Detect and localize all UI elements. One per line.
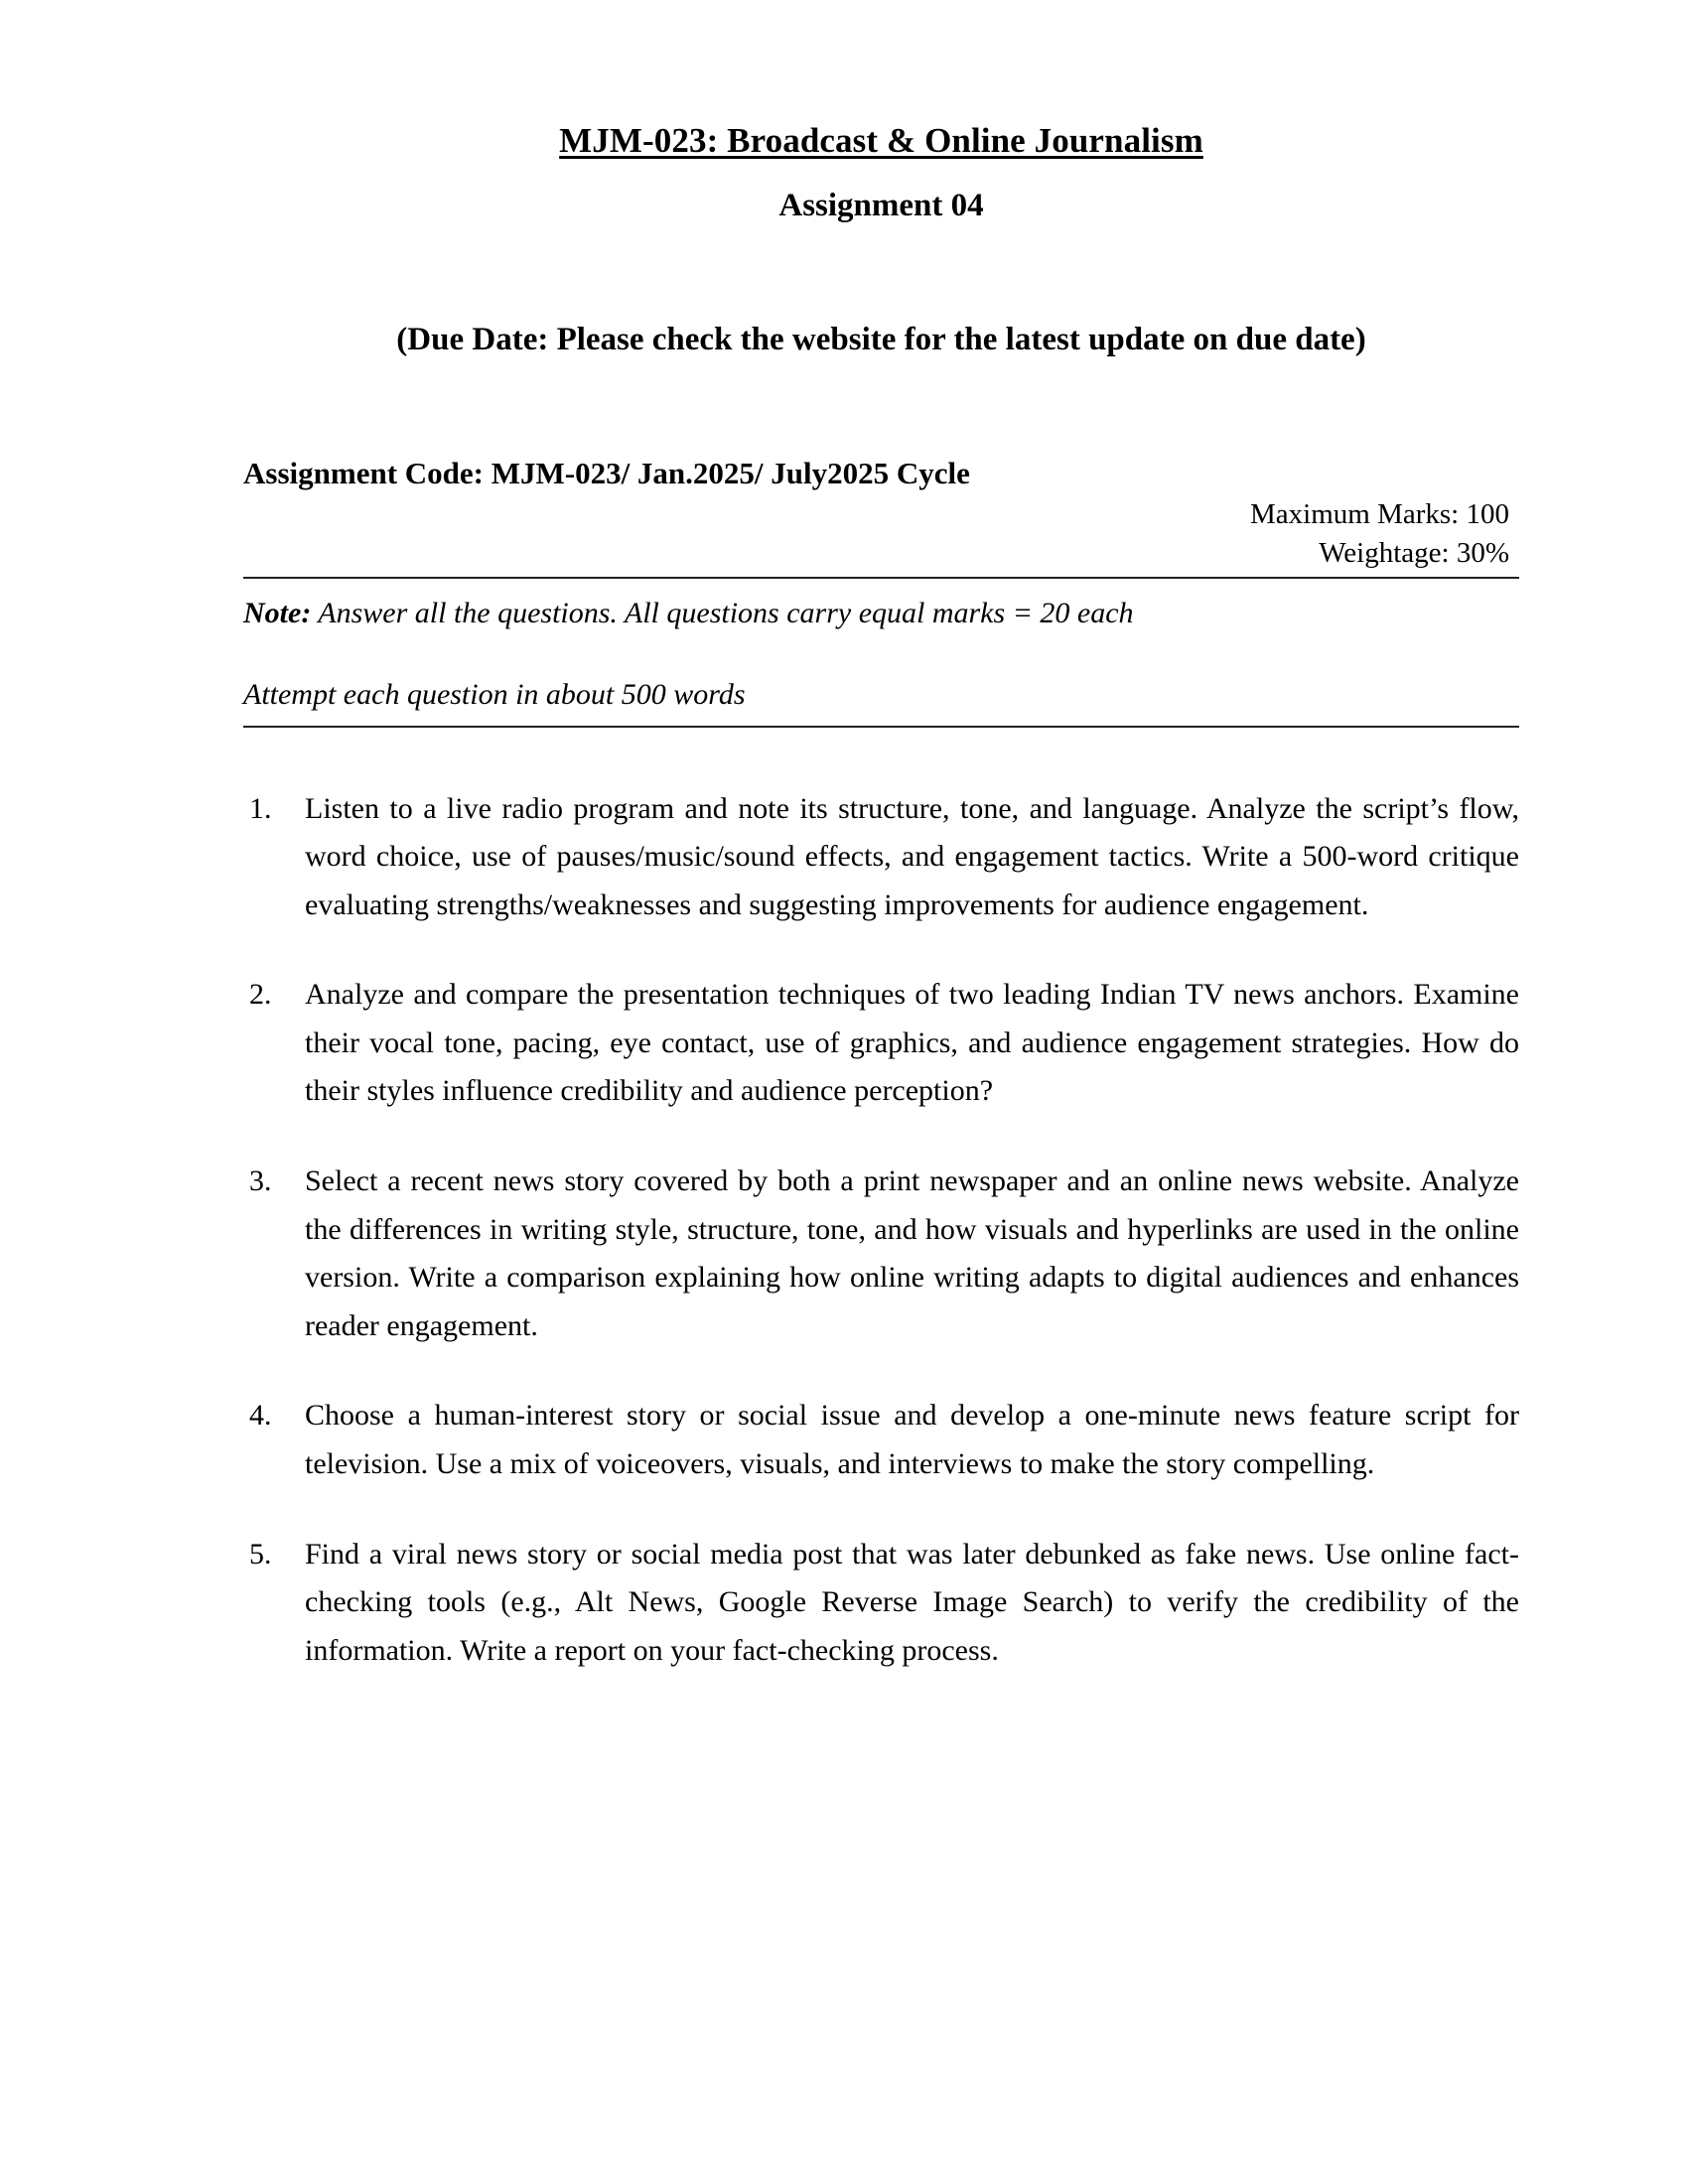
- question-text: Select a recent news story covered by both a print newspaper and an online news website. Analyze the differences in writing style, structure, tone, and how visuals and hyperlinks are used in the online version. Write a comparison explaining how online writing adapts to digital audiences and enhances reader engagement.: [305, 1164, 1519, 1342]
- assignment-number-heading: Assignment 04: [778, 187, 984, 223]
- note-text: Answer all the questions. All questions carry equal marks = 20 each: [311, 596, 1134, 629]
- question-item: [243, 1158, 1519, 1350]
- assignment-meta-block: [243, 453, 1519, 728]
- assignment-code: Assignment Code: MJM-023/ Jan.2025/ July2025 Cycle: [243, 455, 970, 490]
- question-item: [243, 1392, 1519, 1488]
- divider-below-attempt-line: [243, 726, 1519, 728]
- divider-above-note: [243, 577, 1519, 579]
- question-item: [243, 1531, 1519, 1676]
- page-title-text: MJM-023: Broadcast & Online Journalism: [559, 121, 1203, 160]
- attempt-line: Attempt each question in about 500 words: [243, 677, 746, 711]
- question-item: [243, 971, 1519, 1116]
- weightage: Weightage: 30%: [1319, 536, 1509, 569]
- question-text: Find a viral news story or social media post that was later debunked as fake news. Use online fact-checking tools (e.g., Alt News, Google Reverse Image Search) to verify the credibility of the information. Write a report on your fact-checking process.: [305, 1537, 1519, 1667]
- question-item: [243, 785, 1519, 930]
- note-line: [243, 593, 1519, 634]
- question-text: Analyze and compare the presentation techniques of two leading Indian TV news anchors. Examine their vocal tone, pacing, eye contact, use of graphics, and audience engagement strategies. How do their styles influence credibility and audience perception?: [305, 978, 1519, 1108]
- questions-list: [243, 785, 1519, 1676]
- due-date-heading: (Due Date: Please check the website for the latest update on due date): [396, 321, 1366, 357]
- question-text: Choose a human-interest story or social issue and develop a one-minute news feature script for television. Use a mix of voiceovers, visuals, and interviews to make the story compelling.: [305, 1399, 1519, 1481]
- marks-block: [243, 495, 1519, 572]
- page-title: [243, 119, 1519, 163]
- note-label: Note:: [243, 596, 312, 629]
- question-text: Listen to a live radio program and note its structure, tone, and language. Analyze the script’s flow, word choice, use of pauses/music/sound effects, and engagement tactics. Write a 500-word critique evaluating strengths/weaknesses and suggesting improvements for audience engagement.: [305, 791, 1519, 921]
- maximum-marks: Maximum Marks: 100: [1250, 498, 1509, 531]
